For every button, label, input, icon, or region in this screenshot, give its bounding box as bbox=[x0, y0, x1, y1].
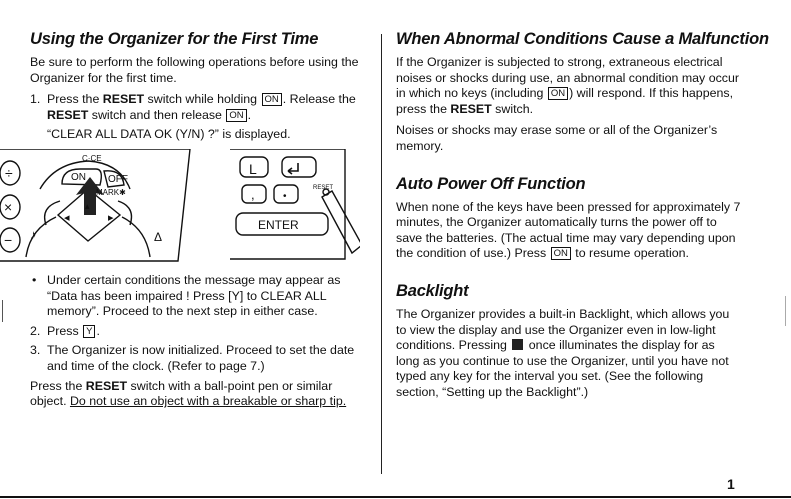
multiply-key-icon: × bbox=[4, 198, 13, 215]
backlight-paragraph bbox=[396, 307, 741, 401]
section-title-first-time: Using the Organizer for the First Time bbox=[30, 30, 319, 48]
off-key-label: OFF bbox=[108, 173, 128, 185]
memory-warning-paragraph: Noises or shocks may erase some or all of the Organizer’s memory. bbox=[396, 123, 718, 153]
step-text: . Release the bbox=[282, 92, 356, 107]
outro-text: Press the bbox=[30, 378, 86, 393]
reset-label: RESET bbox=[450, 101, 492, 116]
body-text: When none of the keys have been pressed for approximately 7 minutes, the Organizer automatically turns the power off to save the batteries. (The actual time may vary depending upon the condition of use.) Press bbox=[396, 199, 741, 261]
step-text: . bbox=[96, 323, 100, 338]
l-key-label: L bbox=[249, 160, 257, 177]
minus-key-icon: − bbox=[4, 231, 13, 248]
step-text: The Organizer is now initialized. Proceed to set the date and time of the clock. (Refer to page 7.) bbox=[47, 343, 355, 373]
reset-switch-label: RESET bbox=[313, 184, 334, 191]
outro-text: switch with a ball-point pen or similar object. bbox=[30, 378, 333, 409]
body-text: switch. bbox=[491, 101, 534, 116]
display-message: “CLEAR ALL DATA OK (Y/N) ?” is displayed. bbox=[47, 127, 291, 142]
step-3 bbox=[30, 343, 360, 374]
dot-key-label: • bbox=[283, 190, 287, 202]
reset-label: RESET bbox=[102, 92, 145, 107]
left-arrow-icon: ◂ bbox=[64, 211, 70, 224]
step-text: Press bbox=[47, 323, 83, 338]
step-number: 1. bbox=[30, 92, 41, 107]
enter-key-label: ENTER bbox=[258, 217, 299, 232]
cce-key-label: C·CE bbox=[82, 153, 102, 163]
body-text: to resume operation. bbox=[571, 246, 689, 261]
section-title-auto-power-off: Auto Power Off Function bbox=[396, 174, 586, 193]
right-column bbox=[396, 26, 769, 407]
page-edge-mark-left bbox=[2, 300, 3, 322]
up-arrow-icon: ▴ bbox=[85, 200, 90, 211]
on-key-icon: ON bbox=[551, 247, 571, 260]
step-number: 3. bbox=[30, 343, 41, 358]
page-edge-mark-right bbox=[785, 296, 786, 326]
bullet-text: Under certain conditions the message may appear as “Data has been impaired ! Press [Y] to CLEAR ALL memory”. Proceed to the next step in either case. bbox=[47, 272, 341, 319]
malfunction-paragraph bbox=[396, 55, 741, 117]
mark-key-label: MARK✱ bbox=[96, 187, 126, 197]
step-text: switch and then release bbox=[88, 107, 226, 122]
on-key-label: ON bbox=[71, 171, 86, 183]
step-text: Press the bbox=[47, 92, 103, 107]
page-number: 1 bbox=[727, 476, 735, 492]
comma-key-label: , bbox=[251, 186, 255, 202]
right-arrow-icon: ▸ bbox=[108, 211, 114, 224]
body-text: If the Organizer is subjected to strong, extraneous electrical noises or shocks during use, an abnormal condition may occur in which no keys (including bbox=[396, 55, 739, 101]
step-number: 2. bbox=[30, 323, 41, 338]
body-text: ) will respond. If this happens, press the bbox=[396, 86, 734, 116]
page-bottom-rule bbox=[0, 496, 791, 498]
on-key-icon: ON bbox=[262, 93, 282, 106]
return-key bbox=[282, 157, 316, 177]
divide-key-icon: ÷ bbox=[5, 164, 13, 181]
step-2 bbox=[30, 324, 360, 340]
return-key-icon bbox=[288, 163, 298, 174]
body-text: The Organizer provides a built-in Backlight, which allows you to view the display and use the Organizer even in low-light conditions. Pressing bbox=[396, 306, 730, 353]
section-title-backlight: Backlight bbox=[396, 281, 469, 300]
note-key-icon: ♪ bbox=[30, 226, 37, 242]
step-1 bbox=[30, 92, 360, 123]
step-text: switch while holding bbox=[144, 92, 261, 107]
section-title-malfunction: When Abnormal Conditions Cause a Malfunction bbox=[396, 30, 769, 48]
auto-power-paragraph bbox=[396, 200, 741, 262]
on-key-icon: ON bbox=[226, 109, 246, 122]
intro-paragraph: Be sure to perform the following operations before using the Organizer for the first time. bbox=[30, 55, 359, 85]
left-column bbox=[4, 26, 360, 416]
keypad-frame-right bbox=[230, 149, 345, 259]
keypad-drawing bbox=[0, 149, 360, 267]
body-text: once illuminates the display for as long as you continue to use the Organizer, until you have not typed any key for the interval you set. (See the following section, “Setting up the Backlight”.) bbox=[396, 338, 729, 399]
lower-arc-right bbox=[122, 217, 150, 257]
reset-instruction bbox=[30, 379, 360, 410]
on-key-icon: ON bbox=[548, 87, 568, 100]
steps-list-b bbox=[30, 324, 360, 375]
y-key-icon: Y bbox=[83, 325, 95, 338]
bell-key-icon: Δ bbox=[154, 229, 163, 244]
reset-label: RESET bbox=[85, 378, 128, 393]
bullet-dot-icon: • bbox=[32, 272, 37, 287]
step-text: . bbox=[247, 107, 252, 122]
warning-text: Do not use an object with a breakable or sharp tip. bbox=[69, 394, 347, 409]
steps-list-a bbox=[30, 92, 360, 123]
backlight-key-icon bbox=[512, 339, 523, 350]
bullet-note bbox=[30, 273, 360, 320]
column-divider bbox=[381, 34, 382, 474]
organizer-keypad-illustration bbox=[0, 149, 334, 267]
reset-label: RESET bbox=[47, 107, 89, 122]
